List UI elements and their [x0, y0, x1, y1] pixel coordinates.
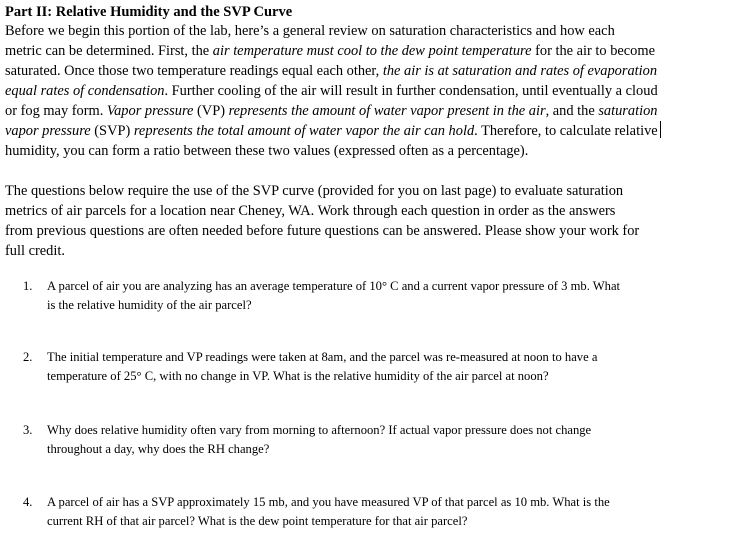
intro-line — [5, 21, 727, 41]
question-line: The initial temperature and VP readings were taken at 8am, and the parcel was re-measured at noon to have a — [47, 350, 598, 364]
intro-emphasis: represents the amount of water vapor present in the air — [228, 103, 546, 119]
instructions-line: full credit. — [5, 243, 65, 259]
intro-text: . Therefore, to calculate relative — [474, 123, 658, 139]
question-line: Why does relative humidity often vary from morning to afternoon? If actual vapor pressure does not change — [47, 423, 592, 437]
intro-emphasis: saturation — [598, 103, 658, 119]
intro-text: for the air to become — [531, 43, 655, 59]
intro-line — [5, 81, 727, 101]
intro-emphasis: represents the total amount of water vapor the air can hold — [133, 123, 475, 139]
intro-emphasis: air temperature must cool to the dew point temperature — [212, 43, 532, 59]
instructions-line: metrics of air parcels for a location near Cheney, WA. Work through each question in order as the answers — [5, 203, 616, 219]
intro-emphasis: the air is at saturation and rates of evaporation — [382, 63, 658, 79]
instructions-line: The questions below require the use of the SVP curve (provided for you on last page) to evaluate saturation — [5, 183, 624, 199]
question-text — [47, 421, 727, 459]
question-line: throughout a day, why does the RH change? — [47, 442, 270, 456]
intro-text: . Further cooling of the air will result in further condensation, until eventually a cloud — [164, 83, 658, 99]
instructions-line: from previous questions are often needed before future questions can be answered. Please show your work for — [5, 223, 640, 239]
question-text — [47, 277, 727, 315]
intro-text: metric can be determined. First, the — [5, 43, 213, 59]
intro-text: Before we begin this portion of the lab, here’s a general review on saturation characteristics and how each — [5, 23, 615, 39]
intro-text: (SVP) — [90, 123, 134, 139]
intro-line — [5, 61, 727, 81]
question-number: 2. — [23, 350, 33, 364]
question-line: A parcel of air has a SVP approximately 15 mb, and you have measured VP of that parcel as 10 mb. What is the — [47, 495, 610, 509]
instructions-paragraph — [5, 181, 727, 261]
question-number: 3. — [23, 423, 33, 437]
intro-emphasis: vapor pressure — [5, 123, 91, 139]
intro-line — [5, 141, 727, 161]
question-line: is the relative humidity of the air parcel? — [47, 298, 252, 312]
question-line: temperature of 25° C, with no change in VP. What is the relative humidity of the air parcel at noon? — [47, 369, 549, 383]
intro-text: humidity, you can form a ratio between these two values (expressed often as a percentage). — [5, 143, 529, 159]
question-number: 1. — [23, 279, 33, 293]
question-line: current RH of that air parcel? What is the dew point temperature for that air parcel? — [47, 514, 468, 528]
intro-text: , and the — [545, 103, 599, 119]
intro-line — [5, 41, 727, 61]
question-line: A parcel of air you are analyzing has an average temperature of 10° C and a current vapor pressure of 3 mb. What — [47, 279, 621, 293]
text-cursor[interactable] — [660, 121, 661, 138]
intro-emphasis: Vapor pressure — [106, 103, 194, 119]
intro-line — [5, 101, 727, 121]
intro-emphasis: equal rates of condensation — [5, 83, 165, 99]
document-page — [5, 0, 727, 261]
question-text — [47, 493, 727, 531]
question-number: 4. — [23, 495, 33, 509]
intro-line — [5, 121, 727, 141]
question-text — [47, 348, 727, 386]
intro-text: (VP) — [193, 103, 229, 119]
intro-paragraph — [5, 21, 727, 161]
intro-text: saturated. Once those two temperature readings equal each other, — [5, 63, 383, 79]
intro-text: or fog may form. — [5, 103, 107, 119]
section-title: Part II: Relative Humidity and the SVP Curve — [5, 4, 293, 20]
